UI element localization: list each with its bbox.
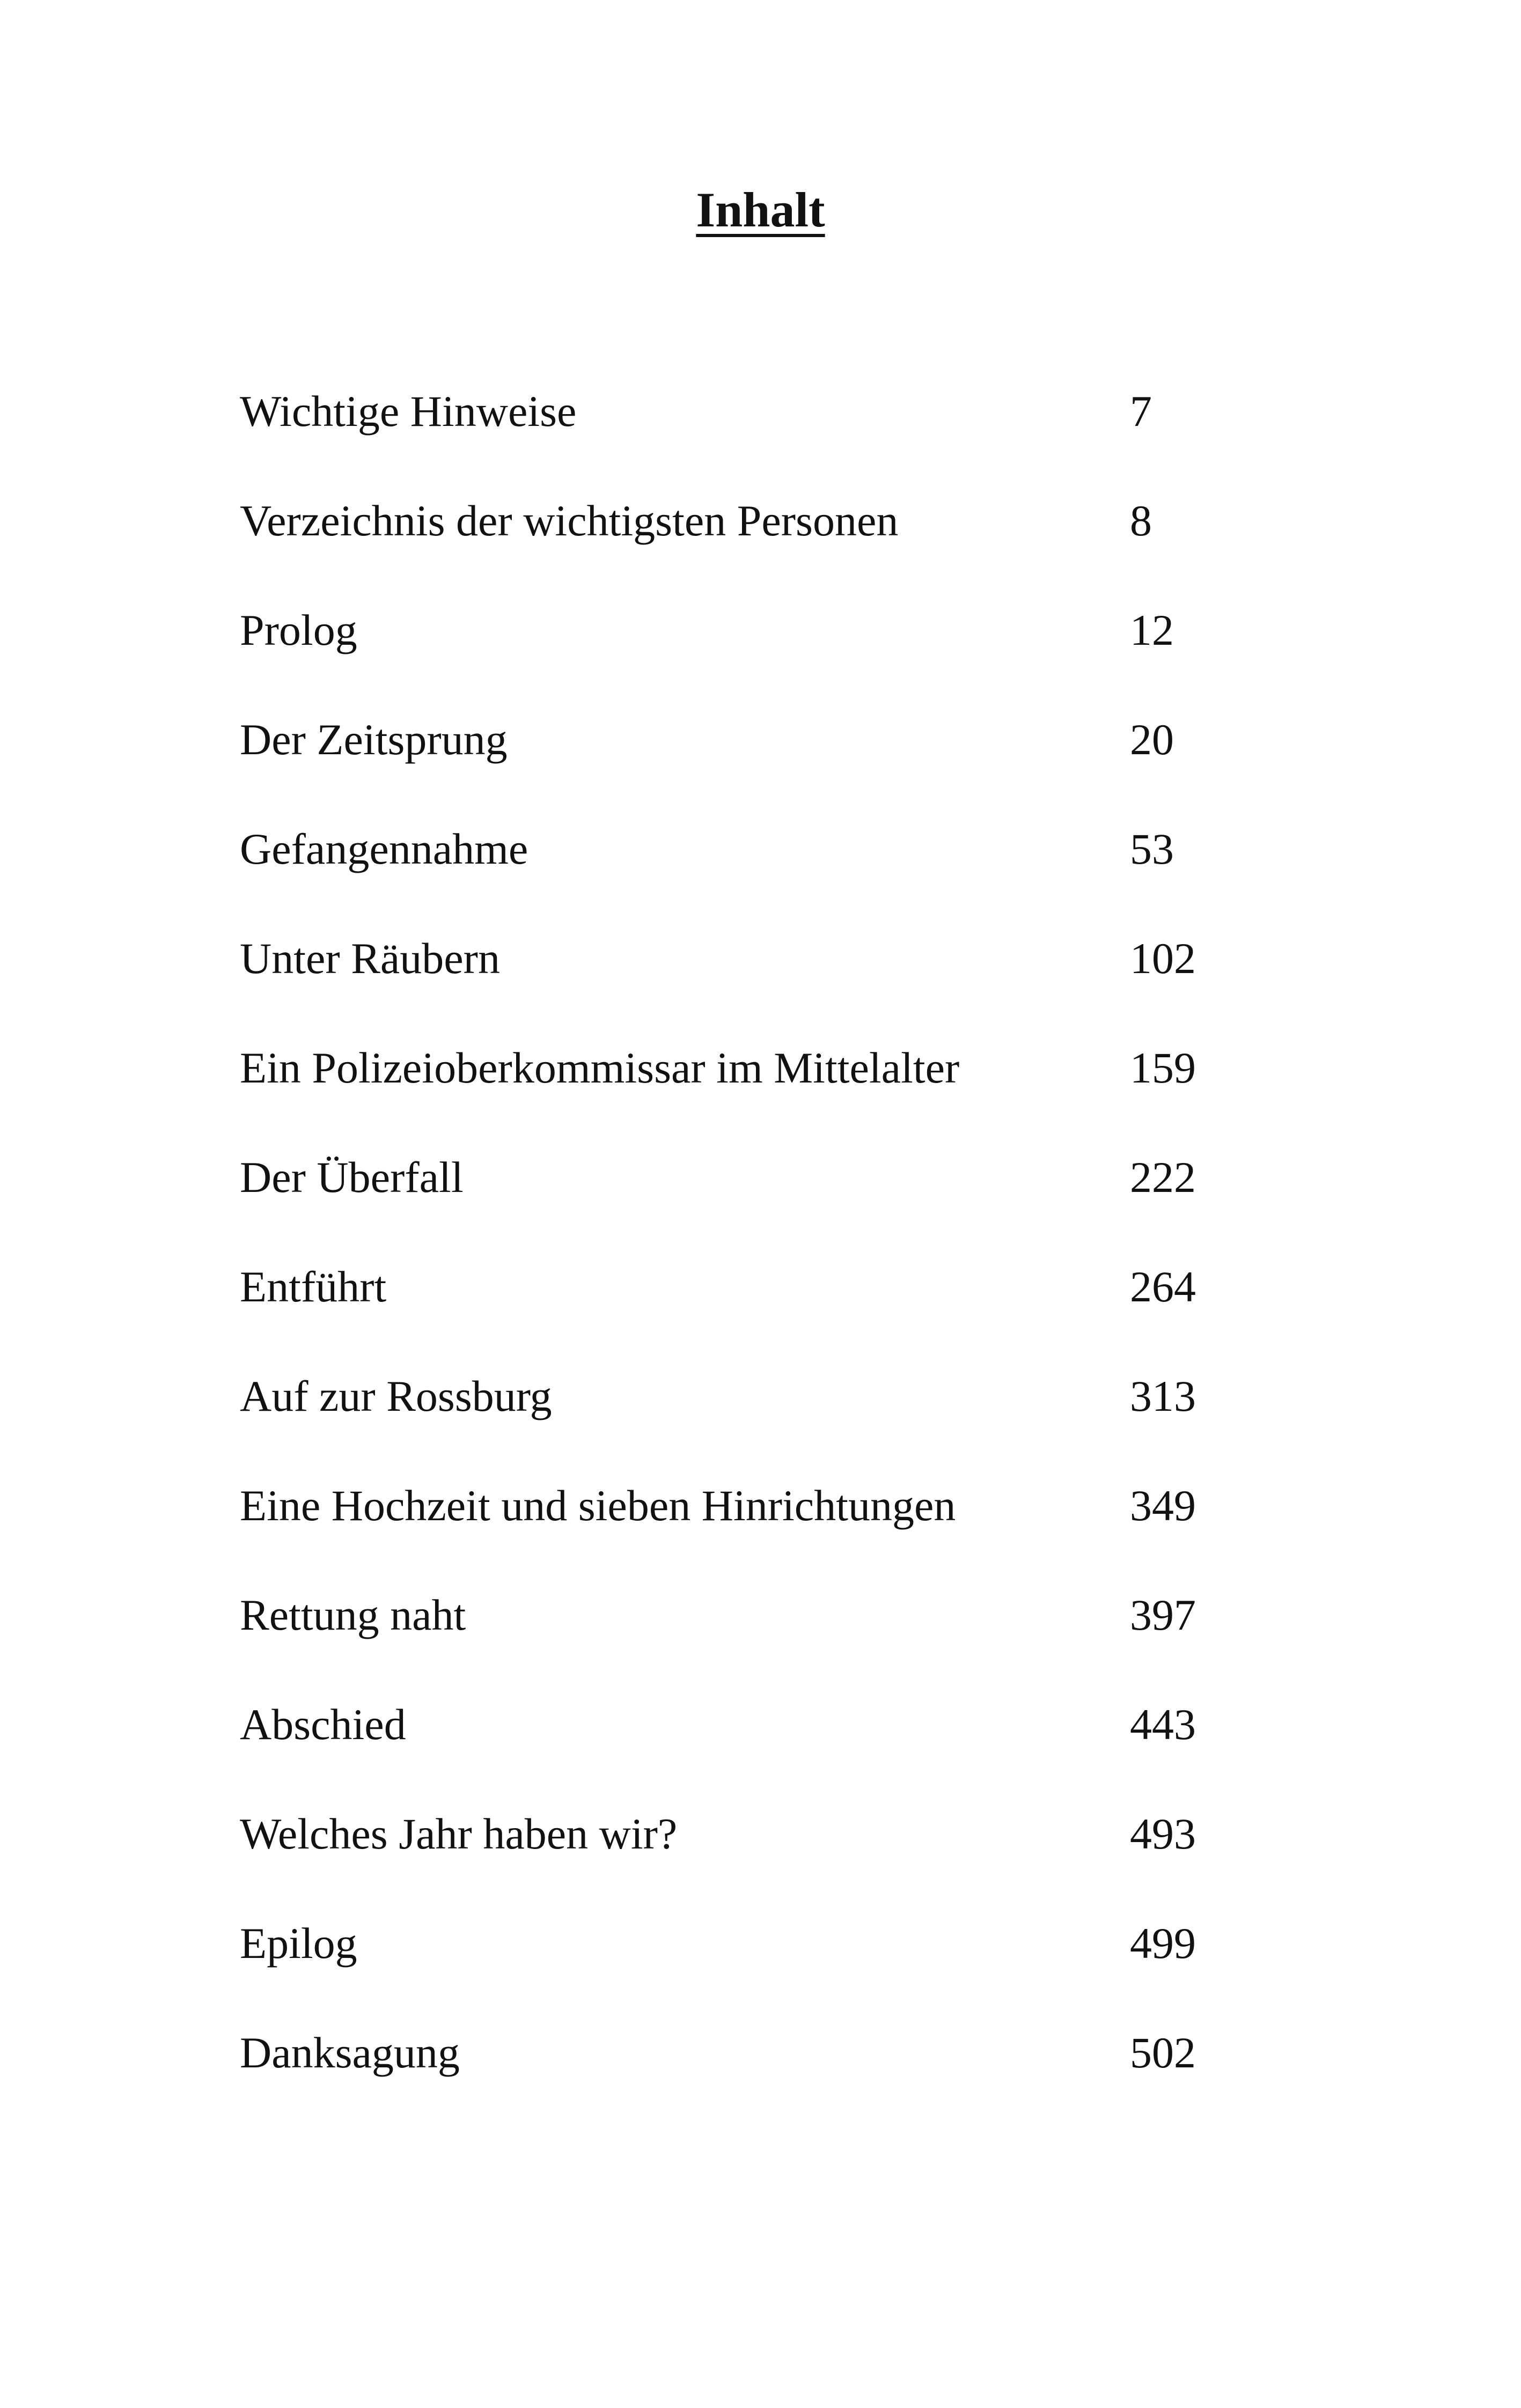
toc-entry bbox=[0, 1148, 1521, 1207]
toc-entry-title: Prolog bbox=[240, 606, 357, 654]
toc-entry-page: 7 bbox=[1130, 387, 1152, 436]
toc-entry-page: 493 bbox=[1130, 1809, 1196, 1858]
toc-entry bbox=[0, 820, 1521, 879]
toc-entry bbox=[0, 601, 1521, 660]
toc-entry bbox=[0, 1476, 1521, 1535]
toc-entry-page: 102 bbox=[1130, 934, 1196, 983]
toc-entry-title: Epilog bbox=[240, 1919, 357, 1968]
toc-entry-title: Wichtige Hinweise bbox=[240, 387, 577, 436]
toc-entry-title: Rettung naht bbox=[240, 1590, 466, 1639]
toc-entry-title: Der Überfall bbox=[240, 1153, 464, 1202]
toc-entry-page: 502 bbox=[1130, 2028, 1196, 2077]
toc-entry bbox=[0, 1805, 1521, 1864]
toc-entry-page: 264 bbox=[1130, 1262, 1196, 1311]
toc-entry-page: 499 bbox=[1130, 1919, 1196, 1968]
toc-entry-page: 8 bbox=[1130, 496, 1152, 545]
toc-entry-title: Entführt bbox=[240, 1262, 387, 1311]
toc-entry-page: 53 bbox=[1130, 824, 1174, 873]
toc-entry-page: 313 bbox=[1130, 1372, 1196, 1420]
toc-entry bbox=[0, 382, 1521, 441]
toc-entry-title: Der Zeitsprung bbox=[240, 715, 508, 764]
toc-entry-title: Eine Hochzeit und sieben Hinrichtungen bbox=[240, 1481, 956, 1530]
toc-entry bbox=[0, 1257, 1521, 1316]
toc-entry bbox=[0, 1039, 1521, 1098]
toc-entry bbox=[0, 929, 1521, 988]
toc-entry-title: Auf zur Rossburg bbox=[240, 1372, 552, 1420]
toc-entry bbox=[0, 710, 1521, 769]
toc-entry-page: 349 bbox=[1130, 1481, 1196, 1530]
toc-entry-title: Abschied bbox=[240, 1700, 406, 1749]
toc-entry-title: Gefangennahme bbox=[240, 824, 528, 873]
toc-entry bbox=[0, 1914, 1521, 1973]
toc-entry-page: 159 bbox=[1130, 1043, 1196, 1092]
toc-entry-title: Verzeichnis der wichtigsten Personen bbox=[240, 496, 899, 545]
page-title: Inhalt bbox=[696, 182, 825, 237]
toc-entry bbox=[0, 2023, 1521, 2082]
toc-entry-page: 443 bbox=[1130, 1700, 1196, 1749]
toc-entry-page: 12 bbox=[1130, 606, 1174, 654]
toc-entry-title: Ein Polizeioberkommissar im Mittelalter bbox=[240, 1043, 960, 1092]
toc-entry-title: Welches Jahr haben wir? bbox=[240, 1809, 678, 1858]
toc-entry-page: 20 bbox=[1130, 715, 1174, 764]
toc-entry bbox=[0, 1695, 1521, 1754]
toc-entry-page: 222 bbox=[1130, 1153, 1196, 1202]
toc-entry-page: 397 bbox=[1130, 1590, 1196, 1639]
toc-entry bbox=[0, 1367, 1521, 1426]
toc-entry bbox=[0, 491, 1521, 550]
toc-entry-title: Danksagung bbox=[240, 2028, 460, 2077]
toc-entry-title: Unter Räubern bbox=[240, 934, 500, 983]
toc-entry bbox=[0, 1586, 1521, 1645]
